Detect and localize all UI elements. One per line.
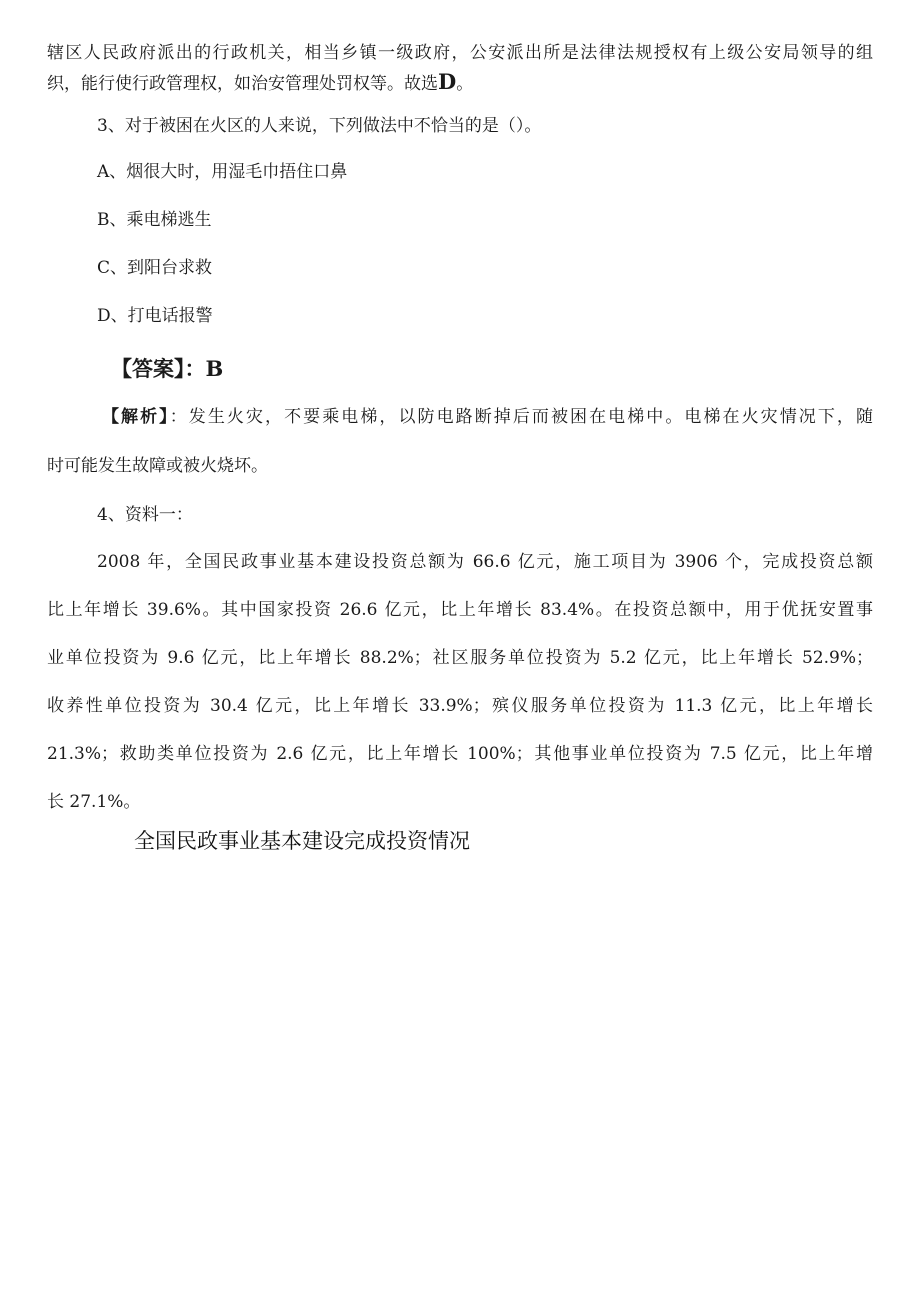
prev-explanation-text-1: 辖区人民政府派出的行政机关，相当乡镇一级政府，公安派出所是法律法规授权有上级公安局领导的组: [47, 43, 873, 63]
prev-answer-letter: D: [438, 69, 457, 94]
question-3-option-c: C、到阳台求救: [97, 258, 213, 278]
material-text-1: 2008 年，全国民政事业基本建设投资总额为 66.6 亿元，施工项目为 3906 个，完成投资总额: [97, 552, 873, 572]
question-3-explanation-line-2: 时可能发生故障或被火烧坏。: [47, 456, 268, 476]
question-3-option-b: B、乘电梯逃生: [97, 210, 212, 230]
question-3-option-d: D、打电话报警: [97, 306, 213, 326]
question-4-stem: 4、资料一：: [97, 505, 193, 525]
prev-explanation-line-1: [47, 42, 873, 64]
material-line-6: 长 27.1%。: [47, 792, 141, 812]
prev-explanation-line-2: [47, 71, 473, 95]
material-text-3: 业单位投资为 9.6 亿元，比上年增长 88.2%；社区服务单位投资为 5.2 亿元，比上年增长 52.9%；: [47, 648, 873, 668]
chart-title: 全国民政事业基本建设完成投资情况: [134, 829, 470, 853]
explanation-line-1-wrap: [102, 406, 873, 428]
material-line-2: [47, 599, 873, 621]
material-text-5: 21.3%；救助类单位投资为 2.6 亿元，比上年增长 100%；其他事业单位投资为 7.5 亿元，比上年增: [47, 744, 873, 764]
question-3-option-a: A、烟很大时，用湿毛巾捂住口鼻: [97, 162, 348, 182]
explanation-label: 【解析】: [102, 407, 170, 427]
question-3-explanation-line-1: [102, 406, 873, 428]
material-line-1: [97, 551, 873, 573]
prev-explanation-text-2: 织，能行使行政管理权，如治安管理处罚权等。故选: [47, 74, 438, 94]
material-line-4: [47, 695, 873, 717]
material-text-4: 收养性单位投资为 30.4 亿元，比上年增长 33.9%；殡仪服务单位投资为 11.3 亿元，比上年增长: [47, 696, 873, 716]
answer-label: 【答案】：: [111, 357, 206, 381]
material-line-5: [47, 743, 873, 765]
explanation-text-1: ：发生火灾，不要乘电梯，以防电路断掉后而被困在电梯中。电梯在火灾情况下，随: [169, 407, 873, 427]
question-3-stem: 3、对于被困在火区的人来说，下列做法中不恰当的是（）。: [97, 116, 542, 136]
prev-explanation-end: 。: [456, 74, 474, 94]
material-line-3: [47, 647, 873, 669]
question-3-answer: [111, 356, 223, 382]
material-text-2: 比上年增长 39.6%。其中国家投资 26.6 亿元，比上年增长 83.4%。在投资总额中，用于优抚安置事: [47, 600, 873, 620]
answer-value: B: [205, 356, 224, 381]
